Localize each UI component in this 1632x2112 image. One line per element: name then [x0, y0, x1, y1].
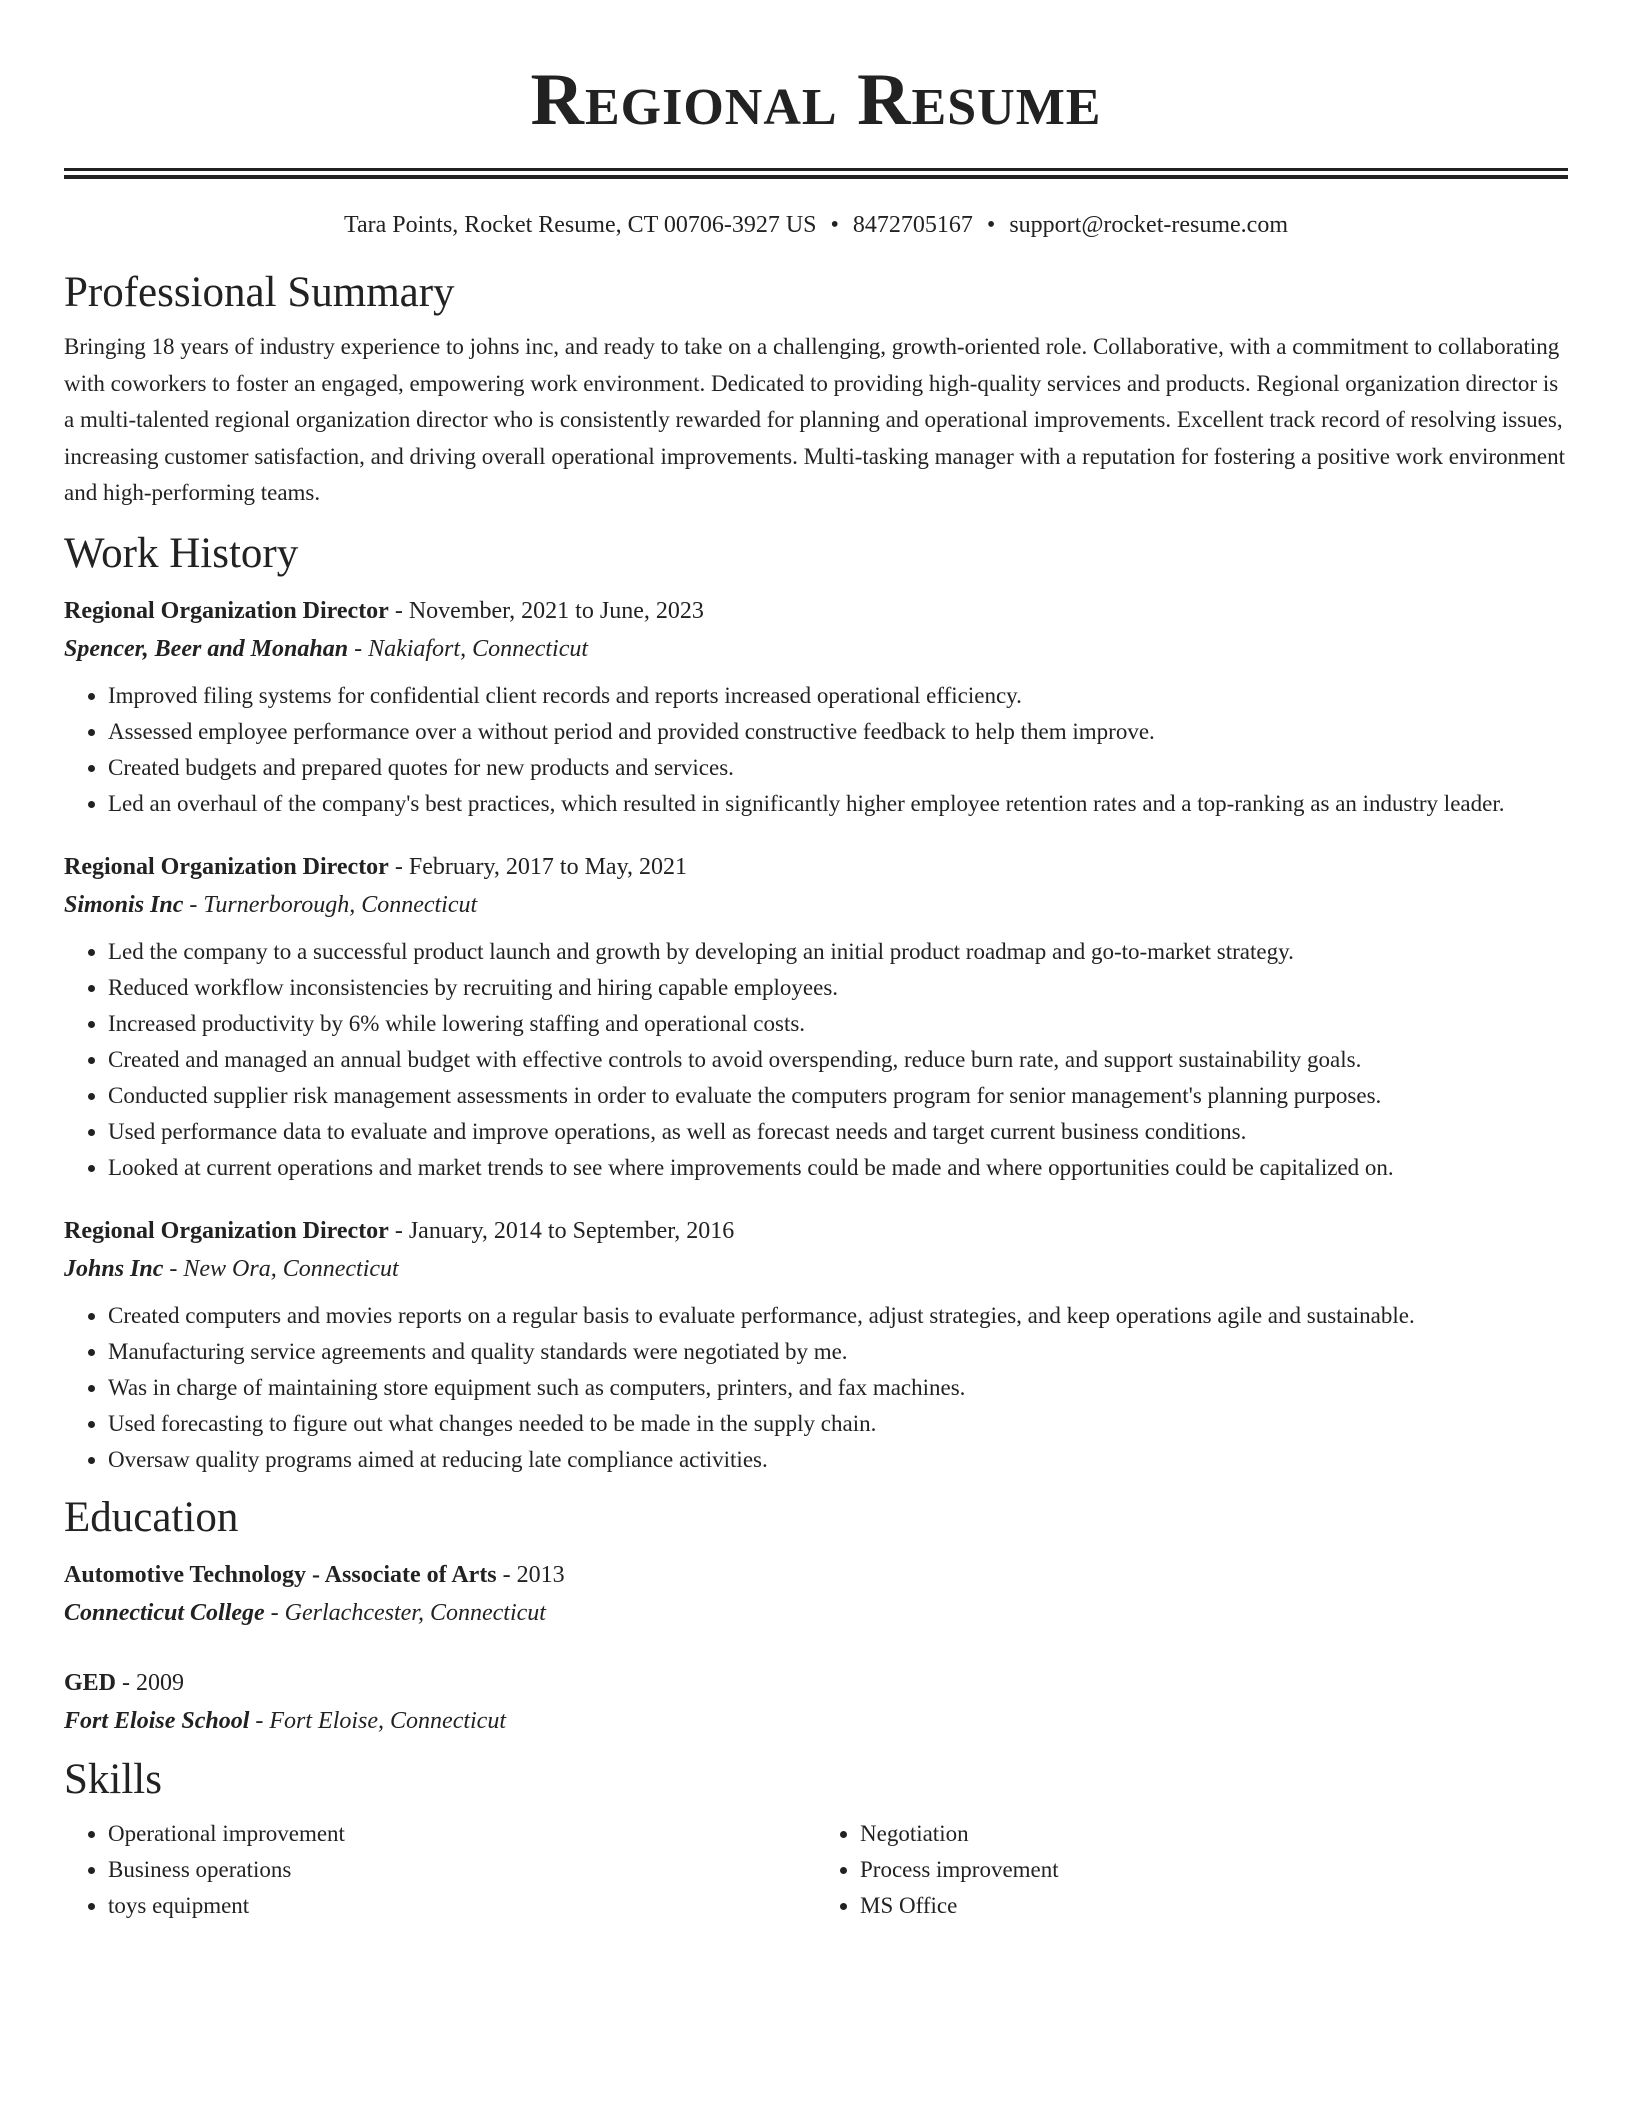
job-company-line [64, 886, 1568, 924]
dash: - [388, 1217, 409, 1244]
contact-line [64, 209, 1568, 241]
job-title: Regional Organization Director [64, 853, 389, 880]
education-year: 2013 [516, 1561, 565, 1588]
list-item: • Was in charge of maintaining store equipment such as computers, printers, and fax machines. [108, 1370, 1568, 1406]
job-company: Simonis Inc [64, 891, 184, 918]
contact-phone: 8472705167 [852, 212, 973, 238]
job-dates: November, 2021 to June, 2023 [408, 597, 704, 624]
education-school-line [64, 1702, 1568, 1740]
job-bullets [64, 934, 1568, 1186]
education-entry [64, 1556, 1568, 1632]
list-item: • Used performance data to evaluate and improve operations, as well as forecast needs and target current business conditions. [108, 1114, 1568, 1150]
list-item: • Assessed employee performance over a without period and provided constructive feedback to help them improve. [108, 714, 1568, 750]
job-location: Turnerborough, Connecticut [203, 891, 478, 918]
contact-email: support@rocket-resume.com [1009, 212, 1288, 238]
job-header [64, 848, 1568, 886]
education-location: Fort Eloise, Connecticut [269, 1707, 506, 1734]
contact-separator: • [830, 212, 839, 238]
skill-item: • MS Office [860, 1888, 1568, 1924]
dash: - [388, 597, 409, 624]
job-bullets [64, 678, 1568, 822]
list-item: • Conducted supplier risk management assessments in order to evaluate the computers program for senior management's planning purposes. [108, 1078, 1568, 1114]
list-item: • Used forecasting to figure out what changes needed to be made in the supply chain. [108, 1406, 1568, 1442]
skills-list [64, 1806, 1568, 1924]
skill-item: • Operational improvement [108, 1816, 816, 1852]
job-company: Johns Inc [64, 1255, 164, 1282]
work-history-heading: Work History [64, 529, 299, 577]
job-title: Regional Organization Director [64, 1217, 389, 1244]
job-dates: January, 2014 to September, 2016 [408, 1217, 735, 1244]
job-company-line [64, 630, 1568, 668]
skill-item: • Negotiation [860, 1816, 1568, 1852]
contact-address: Tara Points, Rocket Resume, CT 00706-3927 US [343, 212, 817, 238]
list-item: • Led an overhaul of the company's best practices, which resulted in significantly higher employee retention rates and a top-ranking as an industry leader. [108, 786, 1568, 822]
education-header [64, 1664, 1568, 1702]
job-header [64, 1212, 1568, 1250]
education-degree: Automotive Technology - Associate of Arts [64, 1561, 497, 1588]
skills-heading: Skills [64, 1755, 162, 1803]
job-company: Spencer, Beer and Monahan [64, 635, 349, 662]
list-item: • Led the company to a successful product launch and growth by developing an initial product roadmap and go-to-market strategy. [108, 934, 1568, 970]
education-school-line [64, 1594, 1568, 1632]
skills-column-right [816, 1816, 1568, 1924]
dash: - [183, 891, 204, 918]
list-item: • Increased productivity by 6% while lowering staffing and operational costs. [108, 1006, 1568, 1042]
dash: - [496, 1561, 517, 1588]
resume-title: Regional Resume [530, 59, 1102, 141]
list-item: • Looked at current operations and market trends to see where improvements could be made and where opportunities could be capitalized on. [108, 1150, 1568, 1186]
education-school: Fort Eloise School [64, 1707, 250, 1734]
skill-item: • Business operations [108, 1852, 816, 1888]
job-dates: February, 2017 to May, 2021 [408, 853, 688, 880]
job-company-line [64, 1250, 1568, 1288]
job-location: New Ora, Connecticut [183, 1255, 399, 1282]
title-divider [64, 168, 1568, 179]
job-bullets [64, 1298, 1568, 1478]
list-item: • Created and managed an annual budget with effective controls to avoid overspending, reduce burn rate, and support sustainability goals. [108, 1042, 1568, 1078]
dash: - [264, 1599, 285, 1626]
list-item: • Improved filing systems for confidential client records and reports increased operational efficiency. [108, 678, 1568, 714]
dash: - [249, 1707, 270, 1734]
education-header [64, 1556, 1568, 1594]
list-item: • Reduced workflow inconsistencies by recruiting and hiring capable employees. [108, 970, 1568, 1006]
dash: - [348, 635, 369, 662]
job-title: Regional Organization Director [64, 597, 389, 624]
summary-heading: Professional Summary [64, 269, 455, 316]
dash: - [388, 853, 409, 880]
list-item: • Created budgets and prepared quotes for new products and services. [108, 750, 1568, 786]
skill-item: • toys equipment [108, 1888, 816, 1924]
list-item: • Created computers and movies reports on a regular basis to evaluate performance, adjust strategies, and keep operations agile and sustainable. [108, 1298, 1568, 1334]
dash: - [163, 1255, 184, 1282]
skills-column-left [64, 1816, 816, 1924]
education-degree: GED [64, 1669, 117, 1696]
list-item: • Manufacturing service agreements and quality standards were negotiated by me. [108, 1334, 1568, 1370]
dash: - [116, 1669, 137, 1696]
education-entry [64, 1664, 1568, 1740]
job-entry [64, 1212, 1568, 1478]
education-location: Gerlachcester, Connecticut [284, 1599, 546, 1626]
job-entry [64, 592, 1568, 822]
education-school: Connecticut College [64, 1599, 265, 1626]
skill-item: • Process improvement [860, 1852, 1568, 1888]
summary-text: Bringing 18 years of industry experience to johns inc, and ready to take on a challenging, growth-oriented role. Collaborative, with a commitment to collaborating with coworkers to foster an engaged, empowering work environment. Dedicated to providing high-quality services and products. Regional organization director is a multi-talented regional organization director who is consistently rewarded for planning and operational improvements. Excellent track record of resolving issues, increasing customer satisfaction, and driving overall operational improvements. Multi-tasking manager with a reputation for fostering a positive work environment and high-performing teams. [64, 334, 1565, 505]
list-item: • Oversaw quality programs aimed at reducing late compliance activities. [108, 1442, 1568, 1478]
education-year: 2009 [136, 1669, 185, 1696]
job-entry [64, 848, 1568, 1186]
contact-separator: • [986, 212, 996, 238]
job-location: Nakiafort, Connecticut [368, 635, 589, 662]
job-header [64, 592, 1568, 630]
education-heading: Education [64, 1493, 239, 1541]
